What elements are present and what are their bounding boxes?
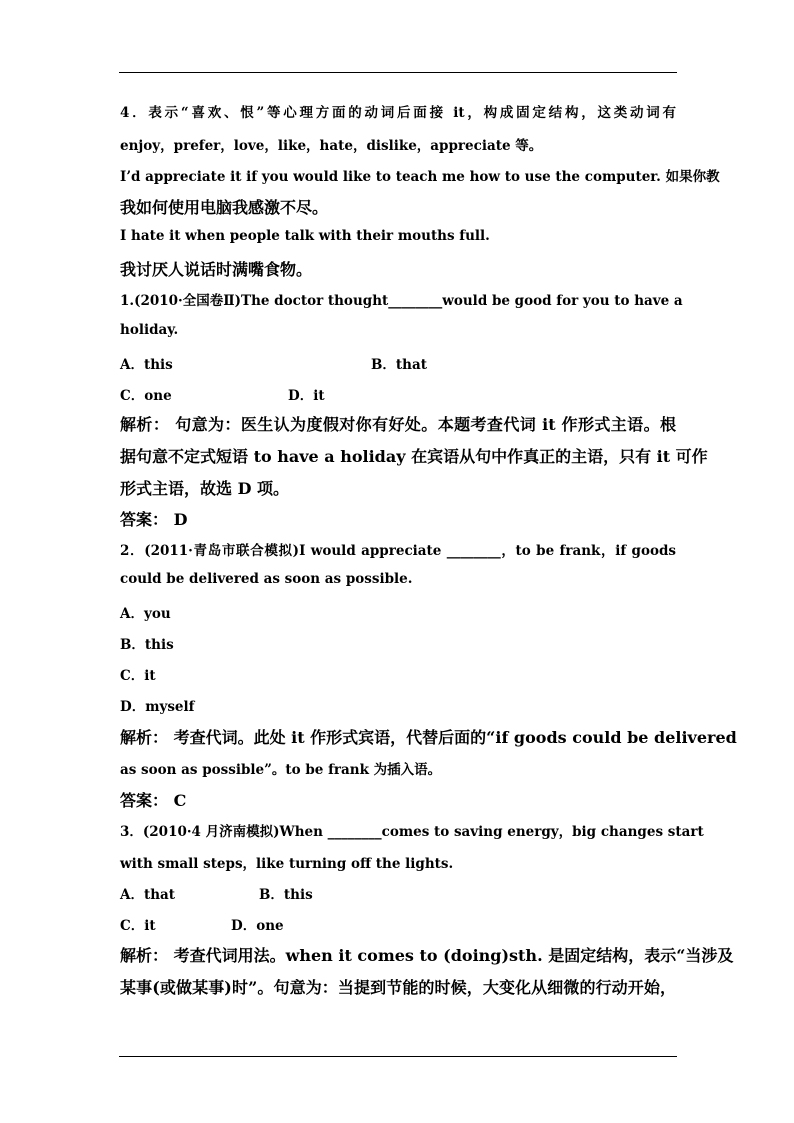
analysis-text: 解析： 句意为：医生认为度假对你有好处。本题考查代词 it 作形式主语。根 (120, 415, 676, 434)
text-line: enjoy，prefer，love，like，hate，dislike，appreciate 等。 (120, 138, 543, 154)
question-2-stem: 2．(2011·青岛市联合模拟)I would appreciate ________，to be frank，if goods (120, 543, 676, 559)
option-b: B．that (371, 357, 427, 373)
answer-label: 答案： D (120, 510, 188, 529)
text-line: I’d appreciate it if you would like to teach me how to use the computer. 如果你教 (120, 169, 720, 185)
analysis-text: 解析： 考查代词用法。when it comes to (doing)sth. 是固定结构，表示“当涉及 (120, 946, 734, 965)
text-line: 我如何使用电脑我感激不尽。 (120, 198, 329, 217)
question-1-stem: 1.(2010·全国卷Ⅱ)The doctor thought________would be good for you to have a (120, 293, 683, 309)
header-rule (119, 72, 677, 73)
answer-label: 答案： C (120, 791, 187, 810)
option-c: C．it (120, 918, 156, 934)
analysis-text: 据句意不定式短语 to have a holiday 在宾语从句中作真正的主语，只有 it 可作 (120, 447, 708, 466)
question-3-stem: 3．(2010·4 月济南模拟)When ________comes to saving energy，big changes start (120, 824, 704, 840)
option-d: D．one (231, 918, 284, 934)
analysis-text: 某事(或做某事)时”。句意为：当提到节能的时候，大变化从细微的行动开始， (120, 978, 676, 997)
analysis-text: as soon as possible”。to be frank 为插入语。 (120, 762, 442, 778)
text-line: 我讨厌人说话时满嘴食物。 (120, 260, 313, 279)
option-d: D．myself (120, 699, 195, 715)
option-a: A．you (120, 606, 171, 622)
question-2-stem: could be delivered as soon as possible. (120, 571, 413, 587)
option-a: A．that (120, 887, 176, 903)
text-line: 4．表示“喜欢、恨”等心理方面的动词后面接 it，构成固定结构，这类动词有 (120, 105, 676, 121)
option-a: A．this (120, 357, 173, 373)
option-c: C．one (120, 388, 172, 404)
analysis-text: 形式主语，故选 D 项。 (120, 479, 290, 498)
option-b: B．this (259, 887, 313, 903)
footer-rule (119, 1056, 677, 1057)
option-b: B．this (120, 637, 174, 653)
option-c: C．it (120, 668, 156, 684)
analysis-text: 解析： 考查代词。此处 it 作形式宾语，代替后面的“if goods could be delivered (120, 728, 737, 747)
option-d: D．it (288, 388, 325, 404)
question-3-stem: with small steps，like turning off the lights. (120, 856, 454, 872)
text-line: I hate it when people talk with their mouths full. (120, 228, 490, 244)
question-1-stem: holiday. (120, 322, 179, 338)
